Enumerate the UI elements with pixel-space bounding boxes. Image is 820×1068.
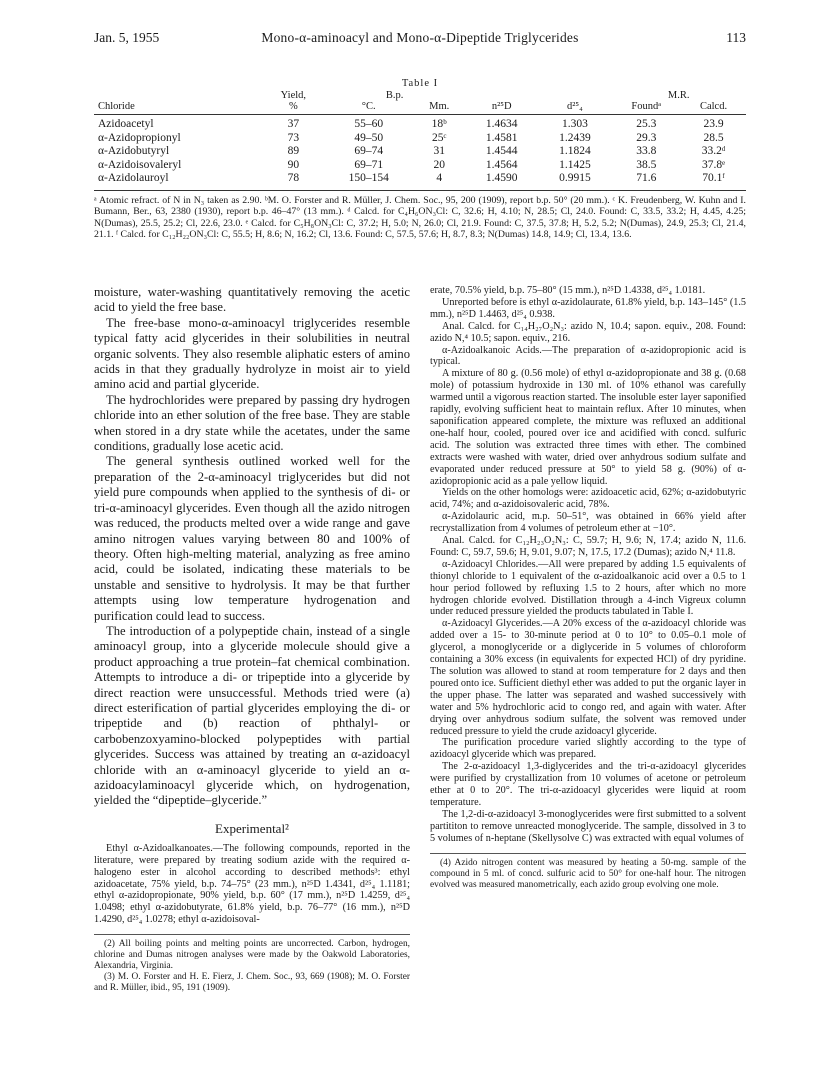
table-1 <box>94 91 746 186</box>
cell-density: 1.303 <box>561 118 588 130</box>
paragraph: The purification procedure varied slightly according to the type of azidoacyl glyceride which was prepared. <box>430 737 746 761</box>
journal-page <box>94 30 746 994</box>
cell-chloride: α-Azidoisovaleryl <box>98 158 182 171</box>
paragraph: The introduction of a polypeptide chain, instead of a single aminoacyl group, into a glyceride molecule should give a product approaching a true protein–fat chemical combination. Attempts to introduce a di- or tripeptide into a glyceride by direct reaction were unsuccessful. Methods tried were (a) direct esterification of partial glycerides employing the di- or tripeptide and (b) reaction of phthalyl- or carbobenzoxyamino-blocked polypeptides with partial glycerides. Success was attained by treating an α-azidoacyl chloride with an α-aminoacyl glyceride to yield an α-azidoacylaminoacyl glyceride which, on hydrogenation, yielded the “dipeptide–glyceride.” <box>94 623 410 808</box>
cell-mm: 25ᶜ <box>431 131 447 144</box>
header-title: Mono-α-aminoacyl and Mono-α-Dipeptide Triglycerides <box>261 30 579 45</box>
cell-nd: 1.4634 <box>485 118 518 130</box>
cell-found: 71.6 <box>636 172 657 185</box>
header-page-number: 113 <box>726 30 746 45</box>
footnote-3: (3) M. O. Forster and H. E. Fierz, J. Chem. Soc., 93, 669 (1908); M. O. Forster and R. Müller, ibid., 95, 191 (1909). <box>94 972 410 994</box>
cell-calcd: 28.5 <box>703 131 724 144</box>
left-column <box>94 285 410 994</box>
paragraph: The hydrochlorides were prepared by passing dry hydrogen chloride into an ether solution of the free base. They are stable when stored in a dry state while the acetates, under the same conditions, gradually lose acetic acid. <box>94 392 410 454</box>
cell-chloride: α-Azidolauroyl <box>98 172 169 185</box>
col-yield-head: Yield, <box>280 90 307 101</box>
cell-yield: 37 <box>287 118 300 130</box>
cell-yield: 73 <box>287 131 300 144</box>
table-row <box>94 145 746 159</box>
col-temp: °C. <box>324 101 413 115</box>
cell-temp: 69–71 <box>354 158 384 171</box>
cell-density: 0.9915 <box>559 172 591 185</box>
footnotes-right <box>430 853 746 891</box>
table-footnotes: ᵃ Atomic refract. of N in N₃ taken as 2.90. ᵇM. O. Forster and R. Müller, J. Chem. Soc., 95, 200 (1909), report b.p. 50° (20 mm.). ᶜ K. Freudenberg, W. Kuhn and I. Bumann, Ber., 63, 2380 (1930), report b.p. 46–47° (13 mm.). ᵈ Calcd. for C₄H₆ON₃Cl: C, 32.6; H, 4.10; N, 28.5; Cl, 24.0. Found: C, 33.5, 33.2; H, 4.45, 4.25; N(Dumas), 25.5, 25.2; Cl, 22.6, 23.0. ᵉ Calcd. for C₅H₈ON₃Cl: C, 37.2; H, 5.0; N, 26.0; Cl, 21.9. Found: C, 37.5, 37.8; H, 5.2, 5.2; N(Dumas), 24.9, 25.3; Cl, 21.4, 21.1. ᶠ Calcd. for C₁₂H₂₂ON₃Cl: C, 55.5; H, 8.6; N, 16.2; Cl, 13.6. Found: C, 57.5, 57.6; H, 8.7, 8.3; N(Dumas) 14.8, 14.9; Cl, 13.4, 13.6. <box>94 190 746 241</box>
cell-density: 1.1824 <box>559 145 591 158</box>
right-column <box>430 285 746 891</box>
cell-yield: 90 <box>287 158 300 171</box>
table-row <box>94 115 746 132</box>
col-mr-head: M.R. <box>667 90 690 101</box>
cell-found: 25.3 <box>636 118 657 130</box>
cell-temp: 150–154 <box>348 172 389 185</box>
table-row <box>94 172 746 186</box>
table-row <box>94 132 746 146</box>
col-yield: % <box>263 101 325 115</box>
cell-mm: 31 <box>433 145 445 158</box>
paragraph: Anal. Calcd. for C₁₂H₂₃O₂N₃: C, 59.7; H, 9.6; N, 17.4; azido N, 11.6. Found: C, 59.7, 59.6; H, 9.01, 9.07; N, 17.5, 17.2 (Dumas); azido N,⁴ 11.8. <box>430 535 746 558</box>
col-calcd: Calcd. <box>681 101 746 115</box>
cell-calcd: 70.1ᶠ <box>702 172 725 185</box>
paragraph: moisture, water-washing quantitatively removing the acetic acid to yield the free base. <box>94 285 410 315</box>
paragraph: A mixture of 80 g. (0.56 mole) of ethyl α-azidopropionate and 38 g. (0.68 mole) of potassium hydroxide in 130 ml. of 10% ethanol was carefully warmed until a vigorous reaction started. The insoluble ester layer saponified rapidly, evolving sufficient heat to maintain reflux. After 10 minutes, when saponification appeared complete, the mixture was refluxed an additional one-half hour, cooled, poured over ice and acidified with concd. sulfuric acid. The solution was extracted three times with ether. The combined extracts were washed with water, dried over anhydrous sodium sulfate and evaporated under reduced pressure at 50° to yield 58 g. (90%) of α-azidopropionic acid as a pale yellow liquid. <box>430 368 746 487</box>
cell-chloride: α-Azidobutyryl <box>98 145 170 158</box>
cell-found: 29.3 <box>636 131 657 144</box>
col-bp-head: B.p. <box>385 90 404 101</box>
col-mm: Mm. <box>413 101 465 115</box>
cell-found: 38.5 <box>636 158 657 171</box>
cell-density: 1.2439 <box>559 131 591 144</box>
cell-chloride: Azidoacetyl <box>98 118 154 130</box>
cell-found: 33.8 <box>636 145 657 158</box>
cell-yield: 89 <box>287 145 300 158</box>
col-density: d²⁵₄ <box>538 101 611 115</box>
paragraph: The general synthesis outlined worked well for the preparation of the 2-α-aminoacyl triglycerides but did not yield pure compounds when applied to the synthesis of di- or tri-α-aminoacyl glycerides. Even though all the azido nitrogen was reduced, the products melted over a wide range and gave amino nitrogen values varying between 80 and 100% of theory. Often high-melting material, analyzing as free amino acid, could be isolated, indicating these materials to be unstable and sensitive to hydrolysis. It may be that further attempts using low temperature hydrogenation and purification could lead to success. <box>94 454 410 623</box>
paragraph: erate, 70.5% yield, b.p. 75–80° (15 mm.), n²⁵D 1.4338, d²⁵₄ 1.0181. <box>430 285 706 296</box>
paragraph: The 1,2-di-α-azidoacyl 3-monoglycerides were first submitted to a solvent partititon to remove unreacted monoglyceride. The sample, dissolved in 3 to 5 volumes of n-heptane (Skellysolve C) was extracted with equal volumes of <box>430 808 746 844</box>
cell-yield: 78 <box>287 172 300 185</box>
cell-nd: 1.4544 <box>485 145 518 158</box>
paragraph: Unreported before is ethyl α-azidolaurate, 61.8% yield, b.p. 143–145° (1.5 mm.), n²⁵D 1.4463, d²⁵₄ 0.938. <box>430 296 746 320</box>
footnote-2: (2) All boiling points and melting points are uncorrected. Carbon, hydrogen, chlorine and Dumas nitrogen analyses were made by the Oakwold Laboratories, Alexandria, Virginia. <box>94 939 410 972</box>
paragraph: The 2-α-azidoacyl 1,3-diglycerides and the tri-α-azidoacyl glycerides were purified by crystallization from 10 volumes of acetone or petroleum ether at 0 to 20°. The tri-α-azidoacyl glycerides were liquid at room temperature. <box>430 761 746 808</box>
cell-density: 1.1425 <box>559 158 591 171</box>
paragraph: α-Azidoacyl Chlorides.—All were prepared by adding 1.5 equivalents of thionyl chloride to 1 equivalent of the α-azidoalkanoic acid over a 0.5 to 1 hour period followed by refluxing 1.5 to 2 hours, after which no more hydrogen chloride evolved. Distillation through a 4-inch Vigreux column under reduced pressure yielded the products tabulated in Table I. <box>430 558 746 618</box>
cell-calcd: 37.8ᵉ <box>702 158 726 171</box>
cell-calcd: 23.9 <box>703 118 724 130</box>
footnotes-left <box>94 934 410 994</box>
paragraph: The free-base mono-α-aminoacyl triglycerides resemble typical fatty acid glycerides in their solubilities in neutral organic solvents. They also resemble aliphatic esters of amino acids in that they gradually hydrolyze in moist air to yield amino acid and partial glyceride. <box>94 315 410 392</box>
paragraph: α-Azidoalkanoic Acids.—The preparation of α-azidopropionic acid is typical. <box>430 344 746 368</box>
table-header-row-2 <box>94 101 746 115</box>
cell-mm: 20 <box>433 158 445 171</box>
cell-nd: 1.4564 <box>485 158 518 171</box>
running-header <box>94 30 746 52</box>
table-header-row-1 <box>94 91 746 101</box>
cell-nd: 1.4581 <box>485 131 518 144</box>
footnote-4: (4) Azido nitrogen content was measured by heating a 50-mg. sample of the compound in 5 ml. of concd. sulfuric acid to 50° for one-half hour. The nitrogen evolved was measured manometrically, each azido group evolving one mole. <box>430 857 746 890</box>
paragraph: α-Azidoacyl Glycerides.—A 20% excess of the α-azidoacyl chloride was added over a 15- to 30-minute period at 0 to 10° to 0.05–0.1 mole of glycerol, a monoglyceride or a diglyceride in 5 volumes of chloroform containing a 30% excess (in equivalents for expected HCl) of dry pyridine. The solution was allowed to stand at room temperature for 2 days and then poured onto ice. Sufficient diethyl ether was added to put the organic layer in the upper phase. The latter was separated and washed successively with water and 5% hydrochloric acid to congo red, and again with water. After drying over anhydrous sodium sulfate, the solvent was removed under reduced pressure to yield the crude azidoacyl glyceride. <box>430 618 746 737</box>
cell-mm: 18ᵇ <box>431 118 447 130</box>
cell-temp: 55–60 <box>354 118 384 130</box>
cell-calcd: 33.2ᵈ <box>701 145 726 158</box>
paragraph: Yields on the other homologs were: azidoacetic acid, 62%; α-azidobutyric acid, 74%; and α-azidoisovaleric acid, 78%. <box>430 487 746 511</box>
col-refractive-index: n²⁵D <box>465 101 538 115</box>
header-date: Jan. 5, 1955 <box>94 30 160 45</box>
paragraph: Anal. Calcd. for C₁₄H₂₇O₂N₃: azido N, 10.4; sapon. equiv., 208. Found: azido N,⁴ 10.5; sapon. equiv., 216. <box>430 320 746 344</box>
section-heading-experimental: Experimental² <box>215 820 289 836</box>
table-row <box>94 159 746 173</box>
cell-mm: 4 <box>436 172 443 185</box>
paragraph: α-Azidolauric acid, m.p. 50–51°, was obtained in 66% yield after recrystallization from 4 volumes of petroleum ether at −10°. <box>430 511 746 535</box>
cell-chloride: α-Azidopropionyl <box>98 131 181 144</box>
cell-temp: 49–50 <box>354 131 384 144</box>
cell-nd: 1.4590 <box>485 172 518 185</box>
col-found: Foundᵃ <box>611 101 681 115</box>
col-chloride: Chloride <box>94 101 263 115</box>
table-caption: Table I <box>401 78 439 89</box>
cell-temp: 69–74 <box>354 145 384 158</box>
paragraph: Ethyl α-Azidoalkanoates.—The following compounds, reported in the literature, were prepared by treating sodium azide with the required α-halogeno ester in alcohol according to described methods³: ethyl azidoacetate, 75% yield, b.p. 74–75° (23 mm.), n²⁵D 1.4341, d²⁵₄ 1.1181; ethyl α-azidopropionate, 90% yield, b.p. 60° (17 mm.), n²⁵D 1.4259, d²⁵₄ 1.0498; ethyl α-azidobutyrate, 61.8% yield, b.p. 76–77° (16 mm.), n²⁵D 1.4290, d²⁵₄ 1.0278; ethyl α-azidoisoval- <box>94 842 410 926</box>
